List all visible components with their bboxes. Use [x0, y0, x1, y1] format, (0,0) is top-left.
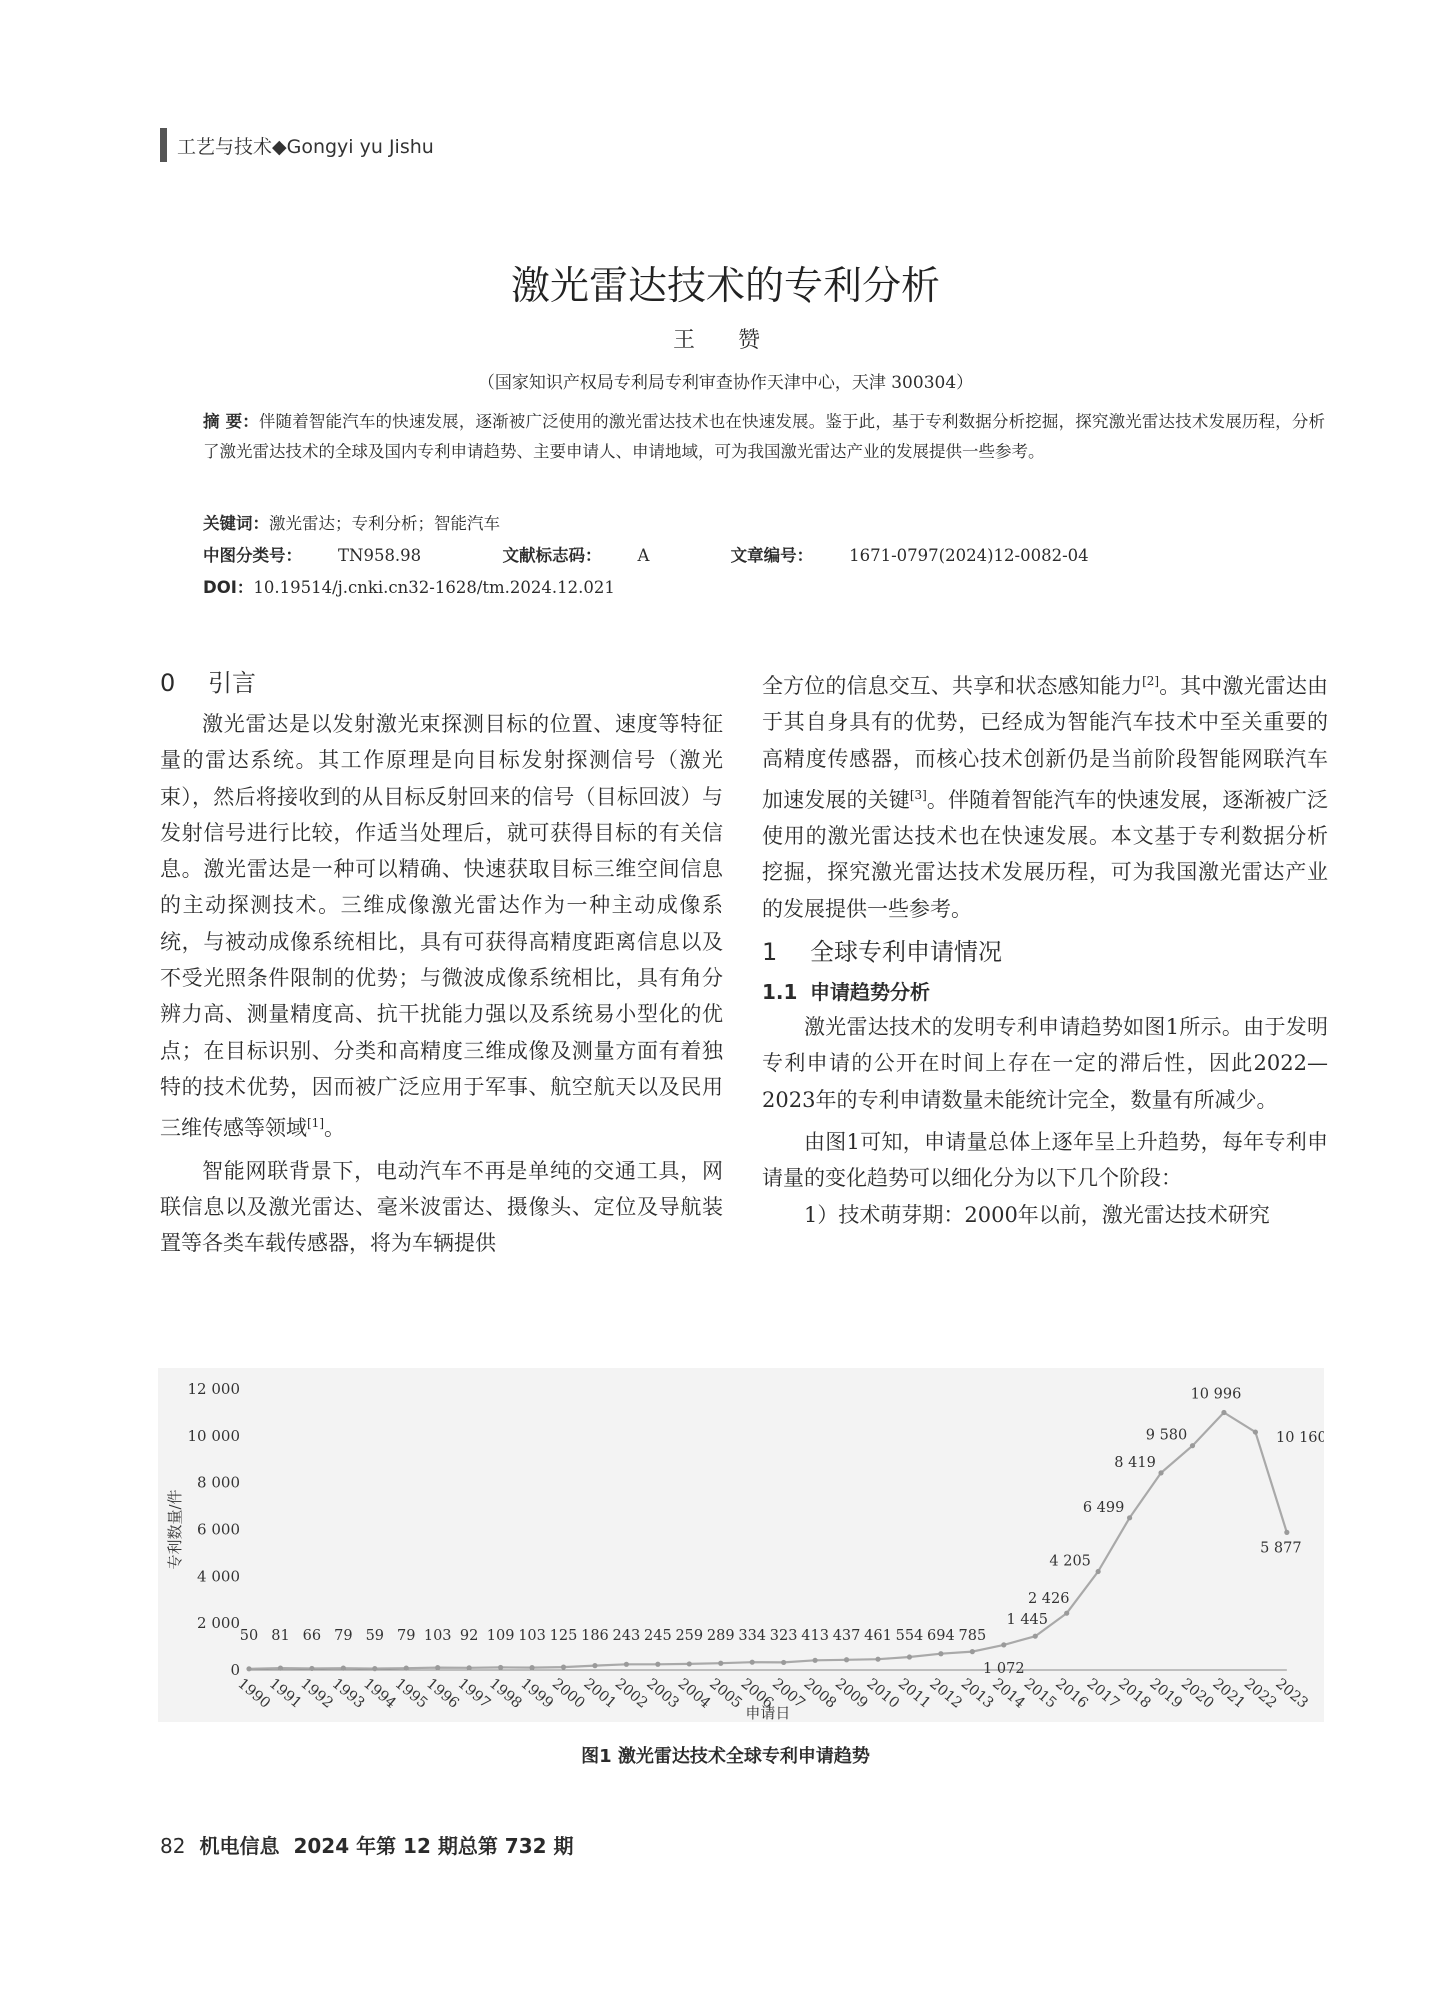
data-label: 2 426 — [1027, 1591, 1070, 1608]
data-point — [498, 1665, 503, 1670]
data-point — [813, 1658, 818, 1663]
x-tick-label: 2009 — [831, 1675, 871, 1712]
x-tick-label: 2022 — [1240, 1675, 1280, 1712]
x-tick-label: 2016 — [1052, 1675, 1091, 1712]
data-point — [907, 1654, 912, 1659]
data-point — [341, 1666, 346, 1671]
x-axis-label: 申请日 — [745, 1704, 791, 1722]
classification-label: 中图分类号： — [203, 546, 302, 565]
keywords-row — [203, 508, 1161, 540]
data-point — [246, 1666, 251, 1671]
data-label: 4 205 — [1049, 1553, 1091, 1570]
doc-code-text: A — [637, 546, 650, 565]
x-tick-label: 2017 — [1083, 1675, 1123, 1712]
data-point — [529, 1665, 534, 1670]
doc-code-label: 文献标志码： — [502, 546, 602, 565]
x-tick-label: 1998 — [486, 1675, 525, 1712]
data-point — [687, 1661, 692, 1666]
x-tick-label: 1994 — [360, 1675, 399, 1712]
data-point — [435, 1665, 440, 1670]
paragraph-text: 。 — [324, 1116, 345, 1141]
x-tick-label: 1997 — [454, 1675, 494, 1712]
data-label: 8 419 — [1114, 1454, 1156, 1471]
data-point — [372, 1666, 377, 1671]
x-tick-label: 1999 — [517, 1675, 557, 1712]
x-tick-label: 2012 — [926, 1675, 965, 1712]
x-tick-label: 1993 — [328, 1675, 368, 1712]
data-point — [467, 1665, 472, 1670]
paragraph — [762, 1197, 1328, 1233]
paragraph-text: 激光雷达是以发射激光束探测目标的位置、速度等特征量的雷达系统。其工作原理是向目标发射探测信号（激光束），然后将接收到的从目标反射回来的信号（目标回波）与发射信号进行比较，作适当处理后，就可获得目标的有关信息。激光雷达是一种可以精确、快速获取目标三维空间信息的主动探测技术。三维成像激光雷达作为一种主动成像系统，与被动成像系统相比，具有可获得高精度距离信息以及不受光照条件限制的优势；与微波成像系统相比，具有角分辨力高、测量精度高、抗干扰能力强以及系统易小型化的优点；在目标识别、分类和高精度三维成像及测量方面有着独特的技术优势，因而被广泛应用于军事、航空航天以及民用三维传感等领域 — [160, 712, 723, 1141]
x-tick-label: 1991 — [265, 1675, 305, 1712]
data-label: 10 160 — [1276, 1430, 1324, 1447]
data-label: 125 — [549, 1628, 578, 1644]
data-label: 437 — [832, 1628, 861, 1644]
keywords-label: 关键词： — [203, 514, 269, 533]
paragraph-text: 激光雷达技术的发明专利申请趋势如图1所示。由于发明专利申请的公开在时间上存在一定的滞后性，因此2022—2023年的专利申请数量未能统计完全，数量有所减少。 — [762, 1015, 1328, 1112]
subsection-number: 1.1 — [762, 980, 798, 1005]
subsection-title: 申请趋势分析 — [810, 980, 930, 1005]
data-label: 59 — [365, 1628, 385, 1644]
y-tick-label: 8 000 — [197, 1473, 240, 1492]
subsection-heading-1-1 — [762, 975, 1328, 1009]
data-label: 694 — [927, 1628, 955, 1644]
x-tick-label: 2007 — [769, 1675, 808, 1712]
data-label: 413 — [801, 1628, 829, 1644]
data-point — [844, 1657, 849, 1662]
data-point — [1284, 1530, 1289, 1535]
paragraph — [762, 663, 1328, 927]
line-chart — [158, 1368, 1324, 1722]
data-label: 81 — [271, 1628, 290, 1644]
x-tick-label: 2008 — [800, 1675, 840, 1712]
data-point — [718, 1661, 723, 1666]
section-number: 0 — [160, 669, 176, 697]
affiliation: （国家知识产权局专利局专利审查协作天津中心，天津 300304） — [477, 373, 974, 393]
data-label: 289 — [706, 1628, 735, 1644]
data-label: 323 — [769, 1628, 798, 1644]
paragraph-text: 由图1可知，申请量总体上逐年呈上升趋势，每年专利申请量的变化趋势可以细化分为以下几个阶段： — [762, 1129, 1328, 1191]
data-label: 109 — [486, 1628, 515, 1644]
data-point — [970, 1649, 975, 1654]
y-tick-label: 6 000 — [197, 1520, 240, 1539]
y-tick-label: 10 000 — [187, 1426, 240, 1445]
y-tick-label: 0 — [230, 1661, 240, 1679]
author: 王 赞 — [673, 328, 778, 353]
paragraph-text: 。其中激光雷达由于其自身具有的优势，已经成为智能汽车技术中至关重要的高精度传感器，而核心技术创新仍是当前阶段智能网联汽车加速发展的关键 — [762, 674, 1329, 812]
x-tick-label: 2021 — [1209, 1675, 1248, 1712]
data-label: 334 — [738, 1628, 767, 1644]
section-title: 全球专利申请情况 — [810, 938, 1002, 967]
x-tick-label: 2014 — [989, 1675, 1028, 1712]
data-label: 186 — [581, 1628, 609, 1644]
section-title: 引言 — [208, 669, 256, 697]
data-point — [404, 1666, 409, 1671]
x-tick-label: 2004 — [674, 1675, 714, 1712]
data-point — [1253, 1429, 1258, 1434]
data-point — [781, 1660, 786, 1665]
data-label: 243 — [612, 1628, 641, 1644]
data-label: 245 — [644, 1628, 672, 1644]
x-tick-label: 2002 — [611, 1675, 651, 1712]
y-axis-label: 专利数量/件 — [166, 1489, 184, 1570]
paragraph-text: 智能网联背景下，电动汽车不再是单纯的交通工具，网联信息以及激光雷达、毫米波雷达、摄像头、定位及导航装置等各类车载传感器，将为车辆提供 — [160, 1158, 723, 1256]
data-point — [592, 1663, 597, 1668]
x-tick-label: 1992 — [297, 1675, 336, 1712]
journal-name: 机电信息 — [199, 1834, 280, 1858]
x-tick-label: 2010 — [863, 1675, 902, 1712]
data-point — [875, 1657, 880, 1662]
doi-text: 10.19514/j.cnki.cn32-1628/tm.2024.12.021 — [253, 578, 615, 597]
data-point — [1001, 1642, 1006, 1647]
section-heading-0 — [160, 664, 723, 702]
paragraph-text: 1）技术萌芽期：2000年以前，激光雷达技术研究 — [804, 1202, 1270, 1227]
section-heading-1 — [762, 933, 1328, 971]
data-label: 50 — [239, 1628, 259, 1644]
x-tick-label: 2000 — [548, 1675, 588, 1712]
doi-row — [203, 572, 1161, 604]
x-tick-label: 2020 — [1177, 1675, 1217, 1712]
figure-1-chart — [158, 1368, 1324, 1722]
x-tick-label: 2005 — [706, 1675, 745, 1712]
data-label: 79 — [397, 1628, 416, 1644]
page-footer — [160, 1830, 574, 1859]
section-number: 1 — [762, 938, 778, 967]
data-point — [1096, 1569, 1101, 1574]
abstract-label: 摘 要： — [203, 412, 259, 431]
x-tick-label: 2015 — [1020, 1675, 1060, 1712]
x-tick-label: 2019 — [1146, 1675, 1186, 1712]
paragraph — [160, 706, 723, 1147]
data-point — [1221, 1410, 1226, 1415]
x-tick-label: 2013 — [957, 1675, 997, 1712]
data-point — [309, 1666, 314, 1671]
abstract — [203, 407, 1325, 467]
data-point — [624, 1662, 629, 1667]
right-column — [762, 663, 1328, 1233]
paper-title: 激光雷达技术的专利分析 — [510, 264, 940, 309]
paragraph — [160, 1153, 723, 1262]
data-point — [561, 1664, 566, 1669]
data-label: 785 — [958, 1628, 987, 1644]
x-tick-label: 2023 — [1272, 1675, 1311, 1712]
data-label: 554 — [895, 1628, 924, 1644]
data-label: 10 996 — [1190, 1386, 1242, 1403]
paragraph — [762, 1009, 1328, 1118]
data-point — [750, 1660, 755, 1665]
header-bar — [160, 128, 167, 162]
citation: [1] — [307, 1116, 324, 1131]
data-point — [1158, 1470, 1163, 1475]
x-tick-label: 1996 — [423, 1675, 462, 1712]
data-point — [655, 1662, 660, 1667]
data-label: 9 580 — [1145, 1427, 1188, 1444]
x-tick-label: 2001 — [580, 1675, 619, 1712]
data-point — [938, 1651, 943, 1656]
article-no-label: 文章编号： — [730, 546, 814, 565]
citation: [3] — [909, 787, 927, 802]
data-label: 6 499 — [1082, 1499, 1125, 1516]
x-tick-label: 2011 — [894, 1675, 934, 1712]
data-label: 66 — [302, 1628, 322, 1644]
data-label: 1 072 — [983, 1660, 1025, 1677]
x-tick-label: 1995 — [391, 1675, 431, 1712]
paragraph — [762, 1124, 1328, 1197]
paragraph-text: 。伴随着智能汽车的快速发展，逐渐被广泛使用的激光雷达技术也在快速发展。本文基于专利数据分析挖掘，探究激光雷达技术发展历程，可为我国激光雷达产业的发展提供一些参考。 — [762, 787, 1329, 921]
classification-row — [203, 540, 1161, 572]
x-tick-label: 1990 — [234, 1675, 273, 1712]
abstract-text: 伴随着智能汽车的快速发展，逐渐被广泛使用的激光雷达技术也在快速发展。鉴于此，基于专利数据分析挖掘，探究激光雷达技术发展历程，分析了激光雷达技术的全球及国内专利申请趋势、主要申请人、申请地域，可为我国激光雷达产业的发展提供一些参考。 — [203, 412, 1325, 461]
doi-label: DOI： — [203, 578, 254, 597]
data-point — [278, 1666, 283, 1671]
classification-text: TN958.98 — [338, 546, 422, 565]
header-label: 工艺与技术◆Gongyi yu Jishu — [177, 135, 434, 158]
data-point — [1064, 1611, 1069, 1616]
data-point — [1190, 1443, 1195, 1448]
page-number: 82 — [160, 1834, 186, 1858]
data-point — [1127, 1515, 1132, 1520]
article-no-text: 1671-0797(2024)12-0082-04 — [849, 546, 1089, 565]
y-tick-label: 4 000 — [197, 1567, 240, 1586]
x-tick-label: 2018 — [1115, 1675, 1154, 1712]
running-header — [160, 128, 434, 162]
citation: [2] — [1142, 674, 1160, 688]
left-column — [160, 664, 723, 1261]
data-label: 5 877 — [1260, 1540, 1302, 1557]
issue-info: 2024 年第 12 期总第 732 期 — [293, 1834, 574, 1858]
figure-caption: 图1 激光雷达技术全球专利申请趋势 — [581, 1746, 870, 1767]
y-tick-label: 2 000 — [197, 1614, 240, 1633]
data-label: 79 — [334, 1628, 353, 1644]
data-label: 103 — [423, 1628, 452, 1644]
data-label: 103 — [518, 1628, 546, 1644]
data-label: 259 — [675, 1628, 704, 1644]
keywords-text: 激光雷达；专利分析；智能汽车 — [269, 514, 500, 533]
x-tick-label: 2006 — [737, 1675, 777, 1712]
y-tick-label: 12 000 — [187, 1380, 240, 1398]
data-label: 1 445 — [1006, 1612, 1049, 1629]
data-point — [1033, 1634, 1038, 1639]
x-tick-label: 2003 — [643, 1675, 682, 1712]
data-label: 461 — [864, 1628, 892, 1644]
data-label: 92 — [459, 1628, 479, 1644]
article-meta — [203, 508, 1161, 604]
paragraph-text: 全方位的信息交互、共享和状态感知能力 — [762, 674, 1143, 698]
